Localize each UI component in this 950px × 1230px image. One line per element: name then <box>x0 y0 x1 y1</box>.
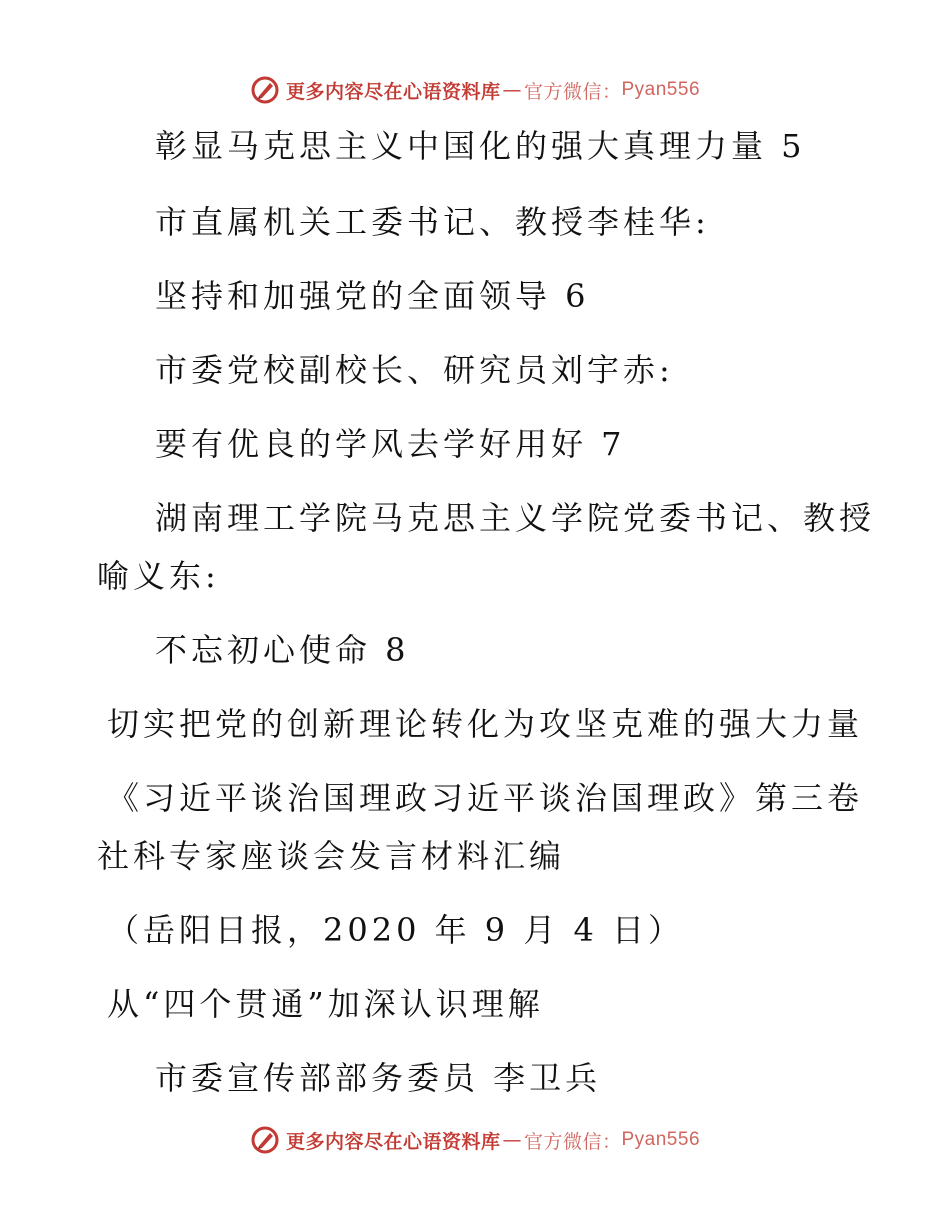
text-line: 社科专家座谈会发言材料汇编 <box>97 837 566 875</box>
text-line: 喻义东: <box>97 557 220 595</box>
watermark-wechat-label: 官方微信： <box>523 80 622 103</box>
watermark-dash: — <box>502 1129 522 1151</box>
watermark-footer <box>0 1120 950 1160</box>
watermark-wechat-id: Pyan556 <box>621 1129 701 1150</box>
watermark-main-text: 更多内容尽在心语资料库 <box>285 1130 501 1153</box>
text-line: 从“四个贯通”加深认识理解 <box>107 985 544 1023</box>
text-line: 坚持和加强党的全面领导 6 <box>155 277 590 315</box>
text-line: 《习近平谈治国理政习近平谈治国理政》第三卷 <box>107 779 864 817</box>
text-line: 彰显马克思主义中国化的强大真理力量 5 <box>155 127 806 165</box>
text-line: 市委宣传部部务委员 李卫兵 <box>155 1059 602 1097</box>
watermark-wechat-id: Pyan556 <box>621 79 701 100</box>
text-line: （岳阳日报，2020 年 9 月 4 日） <box>107 911 685 949</box>
watermark-main-text: 更多内容尽在心语资料库 <box>285 80 501 103</box>
text-line: 不忘初心使命 8 <box>155 631 410 669</box>
text-line: 市直属机关工委书记、教授李桂华: <box>155 203 710 241</box>
watermark-dash: — <box>502 79 522 101</box>
text-line: 湖南理工学院马克思主义学院党委书记、教授 <box>155 499 876 537</box>
watermark-wechat-label: 官方微信： <box>523 1130 622 1153</box>
text-line: 切实把党的创新理论转化为攻坚克难的强大力量 <box>107 705 864 743</box>
text-line: 要有优良的学风去学好用好 7 <box>155 425 626 463</box>
pen-logo-icon <box>250 1125 280 1155</box>
text-line: 市委党校副校长、研究员刘宇赤: <box>155 351 674 389</box>
